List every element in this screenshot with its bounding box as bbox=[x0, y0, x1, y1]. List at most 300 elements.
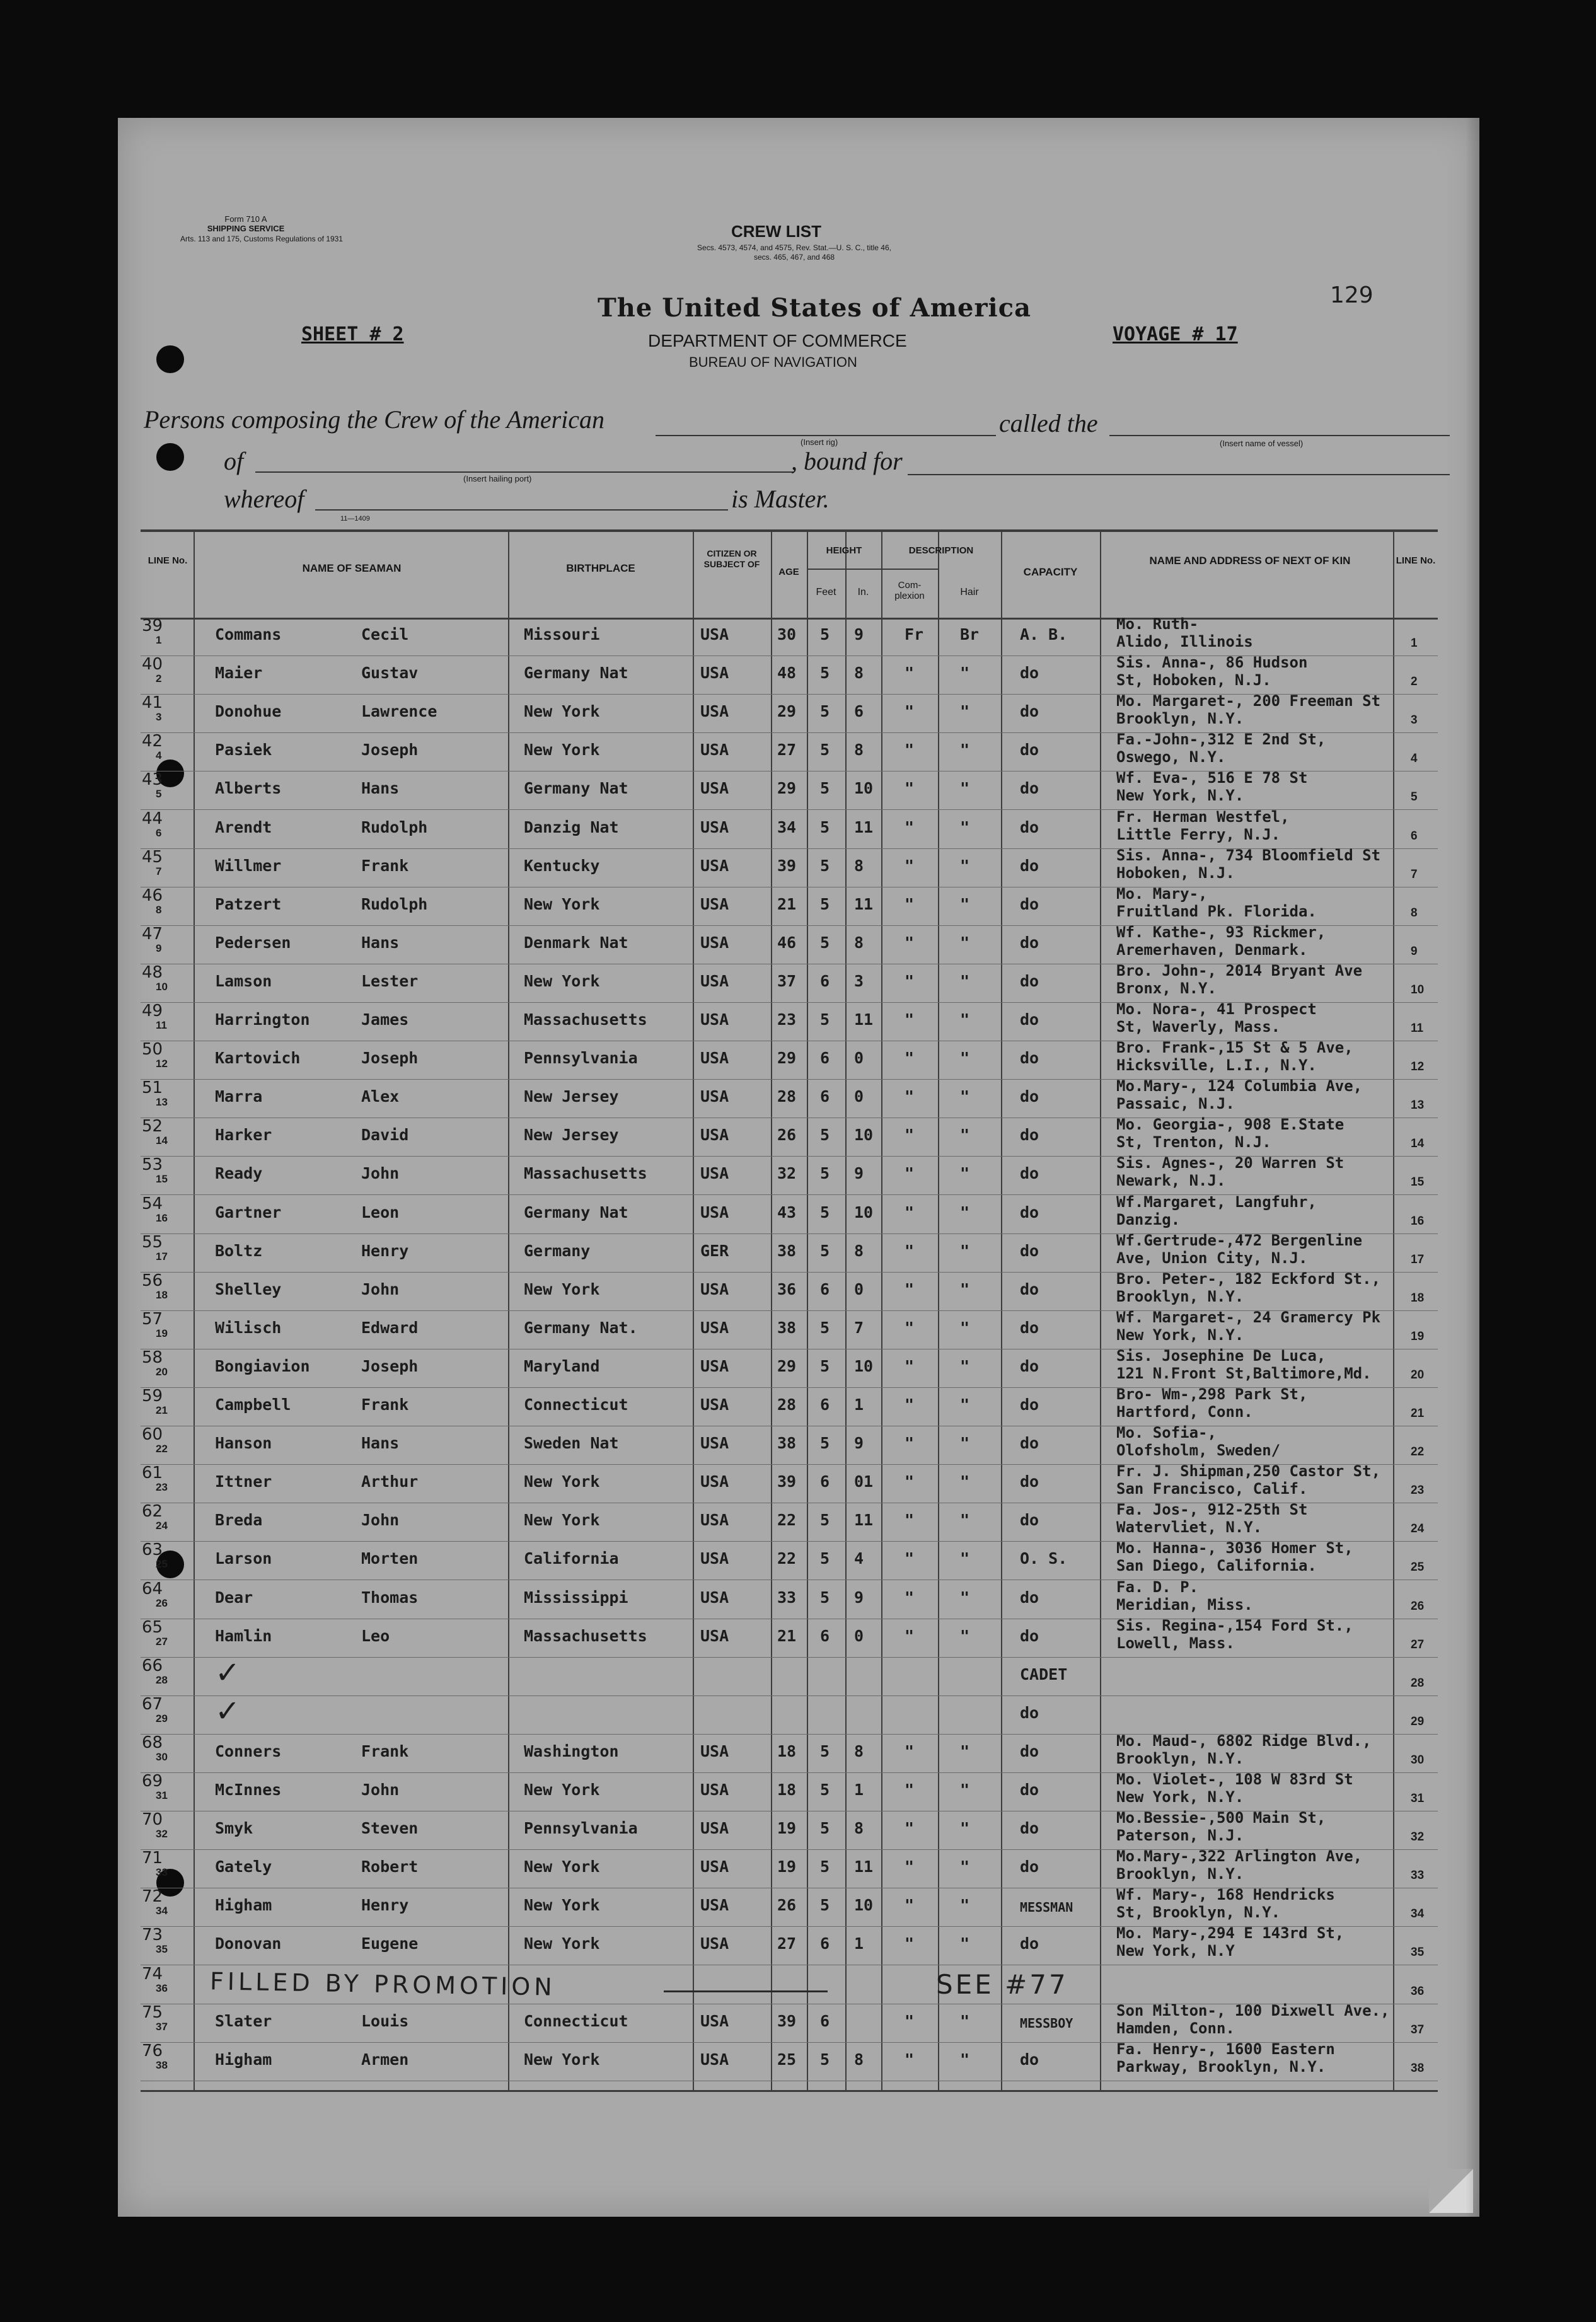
citizen-value: USA bbox=[700, 1318, 729, 1337]
seaman-last-name: Wilisch bbox=[215, 1318, 282, 1337]
seaman-first-name: Eugene bbox=[361, 1934, 419, 1953]
next-of-kin bbox=[1116, 1347, 1469, 1382]
crew-row bbox=[141, 1578, 1438, 1619]
row-line-number-right: 19 bbox=[1411, 1329, 1425, 1343]
seaman-last-name: Marra bbox=[215, 1087, 263, 1106]
capacity-value: do bbox=[1020, 1126, 1039, 1145]
row-line-number: 27 bbox=[156, 1635, 168, 1648]
birthplace-value: Germany Nat bbox=[524, 664, 628, 683]
page-number: 129 bbox=[1330, 282, 1373, 308]
seaman-first-name: Arthur bbox=[361, 1472, 419, 1491]
next-of-kin bbox=[1116, 1501, 1469, 1536]
next-of-kin bbox=[1116, 1886, 1469, 1921]
birthplace-value: Washington bbox=[524, 1741, 619, 1760]
kin-line-2: Fruitland Pk. Florida. bbox=[1116, 902, 1317, 920]
birthplace-value: New York bbox=[524, 741, 600, 760]
crew-row bbox=[141, 1655, 1438, 1696]
seaman-last-name: Willmer bbox=[215, 856, 282, 875]
age-value: 19 bbox=[777, 1857, 797, 1876]
citizen-value: USA bbox=[700, 2050, 729, 2069]
complexion-value: " bbox=[905, 1164, 915, 1183]
birthplace-value: Pennsylvania bbox=[524, 1049, 638, 1068]
hair-value: " bbox=[960, 1279, 970, 1298]
age-value: 28 bbox=[777, 1087, 797, 1106]
row-line-number-right: 17 bbox=[1411, 1252, 1425, 1266]
capacity-value: do bbox=[1020, 1819, 1039, 1838]
row-line-number-right: 1 bbox=[1411, 637, 1418, 650]
next-of-kin bbox=[1116, 1578, 1469, 1614]
kin-line-2: Brooklyn, N.Y. bbox=[1116, 710, 1244, 728]
citizen-value: USA bbox=[700, 1549, 729, 1568]
capacity-value: do bbox=[1020, 1588, 1039, 1607]
citizen-value: USA bbox=[700, 894, 729, 913]
seaman-first-name: Henry bbox=[361, 1896, 409, 1915]
col-complexion: Com-plexion bbox=[894, 580, 925, 601]
height-inches-value: 4 bbox=[854, 1549, 864, 1568]
handwritten-row-number: 48 bbox=[142, 962, 163, 982]
seaman-last-name: Shelley bbox=[215, 1279, 282, 1298]
row-line-number: 29 bbox=[156, 1712, 168, 1724]
height-inches-value: 9 bbox=[854, 625, 864, 644]
seaman-first-name: Joseph bbox=[361, 741, 419, 760]
row-line-number: 28 bbox=[156, 1673, 168, 1686]
hair-value: " bbox=[960, 856, 970, 875]
handwritten-row-number: 40 bbox=[142, 655, 163, 674]
height-inches-value: 1 bbox=[854, 1395, 864, 1414]
kin-line-2: New York, N.Y bbox=[1116, 1942, 1235, 1960]
kin-line-1: Wf. Kathe-, 93 Rickmer, bbox=[1116, 923, 1326, 941]
handwritten-row-number: 75 bbox=[142, 2002, 163, 2022]
row-line-number-right: 2 bbox=[1411, 675, 1418, 689]
seaman-last-name: Boltz bbox=[215, 1241, 263, 1260]
handwritten-row-number: 71 bbox=[142, 1849, 163, 1868]
capacity-value: do bbox=[1020, 1934, 1039, 1953]
citizen-value: USA bbox=[700, 1279, 729, 1298]
seaman-first-name: Thomas bbox=[361, 1588, 419, 1607]
birthplace-value: Danzig Nat bbox=[524, 817, 619, 836]
height-feet-value: 5 bbox=[820, 1126, 830, 1145]
row-line-number: 19 bbox=[156, 1327, 168, 1339]
col-citizen: CITIZEN OR SUBJECT OF bbox=[703, 548, 760, 569]
seaman-last-name: Hanson bbox=[215, 1434, 272, 1453]
next-of-kin bbox=[1116, 962, 1469, 997]
seaman-last-name: ✓ bbox=[215, 1655, 241, 1690]
hair-value: " bbox=[960, 2011, 970, 2030]
col-capacity: CAPACITY bbox=[1023, 566, 1078, 578]
height-feet-value: 5 bbox=[820, 741, 830, 760]
citizen-value: USA bbox=[700, 1819, 729, 1838]
kin-line-2: Hoboken, N.J. bbox=[1116, 864, 1235, 882]
height-inches-value: 0 bbox=[854, 1626, 864, 1645]
kin-line-2: Meridian, Miss. bbox=[1116, 1595, 1253, 1614]
height-feet-value: 5 bbox=[820, 1010, 830, 1029]
next-of-kin bbox=[1116, 2040, 1469, 2076]
crew-row bbox=[141, 1346, 1438, 1388]
of-label: of bbox=[224, 447, 244, 475]
hair-value: Br bbox=[960, 625, 980, 644]
complexion-value: " bbox=[905, 1741, 915, 1760]
citizen-value: USA bbox=[700, 1781, 729, 1799]
height-inches-value: 11 bbox=[854, 1511, 874, 1530]
next-of-kin bbox=[1116, 2002, 1469, 2037]
age-value: 36 bbox=[777, 1279, 797, 1298]
seaman-last-name: Donohue bbox=[215, 702, 282, 721]
next-of-kin bbox=[1116, 1539, 1469, 1574]
capacity-value: do bbox=[1020, 1010, 1039, 1029]
height-inches-value: 11 bbox=[854, 1010, 874, 1029]
seaman-last-name: Campbell bbox=[215, 1395, 291, 1414]
print-code: 11—1409 bbox=[340, 515, 370, 523]
kin-line-1: Fa. Henry-, 1600 Eastern bbox=[1116, 2040, 1335, 2058]
hair-value: " bbox=[960, 664, 970, 683]
crew-row bbox=[141, 1154, 1438, 1195]
next-of-kin bbox=[1116, 808, 1469, 843]
kin-line-1: Mo. Maud-, 6802 Ridge Blvd., bbox=[1116, 1731, 1372, 1750]
crew-row bbox=[141, 1888, 1438, 1927]
citizen-value: USA bbox=[700, 933, 729, 952]
age-value: 25 bbox=[777, 2050, 797, 2069]
seaman-last-name: Higham bbox=[215, 2050, 272, 2069]
row-line-number-right: 22 bbox=[1411, 1445, 1425, 1459]
birthplace-value: Connecticut bbox=[524, 1395, 628, 1414]
customs-regulations: Arts. 113 and 175, Customs Regulations of 1931 bbox=[180, 234, 343, 243]
height-feet-value: 5 bbox=[820, 1896, 830, 1915]
birthplace-value: Germany Nat bbox=[524, 1203, 628, 1222]
subheader-divider bbox=[807, 569, 938, 570]
height-inches-value: 01 bbox=[854, 1472, 874, 1491]
age-value: 33 bbox=[777, 1588, 797, 1607]
age-value: 34 bbox=[777, 817, 797, 836]
kin-line-1: Mo. Sofia-, bbox=[1116, 1424, 1217, 1442]
col-inches: In. bbox=[857, 587, 869, 598]
birthplace-value: New York bbox=[524, 702, 600, 721]
complexion-value: " bbox=[905, 856, 915, 875]
birthplace-value: New York bbox=[524, 1857, 600, 1876]
birthplace-value: New Jersey bbox=[524, 1087, 619, 1106]
capacity-value: MESSBOY bbox=[1020, 2015, 1073, 2031]
kin-line-2: Little Ferry, N.J. bbox=[1116, 825, 1281, 843]
kin-line-2: St, Trenton, N.J. bbox=[1116, 1133, 1271, 1152]
punch-hole bbox=[156, 345, 184, 373]
crew-row bbox=[141, 1000, 1438, 1041]
capacity-value: O. S. bbox=[1020, 1549, 1068, 1568]
handwritten-row-number: 70 bbox=[142, 1810, 163, 1830]
kin-line-2: Brooklyn, N.Y. bbox=[1116, 1749, 1244, 1767]
seaman-first-name: John bbox=[361, 1781, 400, 1799]
kin-line-2: Brooklyn, N.Y. bbox=[1116, 1287, 1244, 1305]
next-of-kin bbox=[1116, 769, 1469, 804]
hair-value: " bbox=[960, 1318, 970, 1337]
capacity-value: do bbox=[1020, 1318, 1039, 1337]
kin-line-1: Mo.Mary-,322 Arlington Ave, bbox=[1116, 1847, 1363, 1866]
handwritten-row-number: 47 bbox=[142, 924, 163, 944]
table-top-border bbox=[141, 529, 1438, 532]
crew-row bbox=[141, 807, 1438, 849]
birthplace-value: Mississippi bbox=[524, 1588, 628, 1607]
kin-line-2: Passaic, N.J. bbox=[1116, 1095, 1235, 1113]
age-value: 39 bbox=[777, 2011, 797, 2030]
seaman-last-name: Harker bbox=[215, 1126, 272, 1145]
country-title: The United States of America bbox=[598, 293, 1032, 323]
height-feet-value: 5 bbox=[820, 702, 830, 721]
height-feet-value: 6 bbox=[820, 1049, 830, 1068]
seaman-first-name: Alex bbox=[361, 1087, 400, 1106]
capacity-value: do bbox=[1020, 1434, 1039, 1453]
capacity-value: do bbox=[1020, 933, 1039, 952]
handwritten-row-number: 39 bbox=[142, 616, 163, 635]
seaman-last-name: Arendt bbox=[215, 817, 272, 836]
height-feet-value: 5 bbox=[820, 1781, 830, 1799]
complexion-value: " bbox=[905, 664, 915, 683]
handwritten-row-number: 57 bbox=[142, 1309, 163, 1329]
citizen-value: USA bbox=[700, 1087, 729, 1106]
kin-line-2: Brooklyn, N.Y. bbox=[1116, 1865, 1244, 1883]
filled-by-promotion-note: FILLED BY PROMOTION bbox=[209, 1967, 557, 2001]
hair-value: " bbox=[960, 779, 970, 798]
seaman-last-name: Ready bbox=[215, 1164, 263, 1183]
row-line-number: 8 bbox=[156, 903, 162, 916]
height-feet-value: 5 bbox=[820, 1318, 830, 1337]
row-line-number-right: 25 bbox=[1411, 1561, 1425, 1574]
next-of-kin bbox=[1116, 1308, 1469, 1344]
row-line-number-right: 16 bbox=[1411, 1214, 1425, 1228]
citizen-value: USA bbox=[700, 1049, 729, 1068]
row-line-number: 3 bbox=[156, 711, 162, 724]
col-hair: Hair bbox=[960, 587, 979, 598]
height-inches-value: 8 bbox=[854, 856, 864, 875]
crew-row bbox=[141, 1426, 1438, 1465]
capacity-value: do bbox=[1020, 1087, 1039, 1106]
birthplace-value: Massachusetts bbox=[524, 1164, 647, 1183]
col-next-of-kin: NAME AND ADDRESS OF NEXT OF KIN bbox=[1149, 555, 1351, 567]
birthplace-value: Massachusetts bbox=[524, 1626, 647, 1645]
kin-line-1: Sis. Regina-,154 Ford St., bbox=[1116, 1616, 1353, 1634]
complexion-value: " bbox=[905, 1588, 915, 1607]
citizen-value: USA bbox=[700, 741, 729, 760]
master-name-field bbox=[315, 509, 728, 511]
height-inches-value: 10 bbox=[854, 1896, 874, 1915]
row-line-number-right: 11 bbox=[1411, 1022, 1424, 1035]
row-line-number: 4 bbox=[156, 749, 162, 762]
handwritten-row-number: 43 bbox=[142, 770, 163, 790]
kin-line-2: Hamden, Conn. bbox=[1116, 2019, 1235, 2037]
complexion-value: " bbox=[905, 1318, 915, 1337]
hair-value: " bbox=[960, 1472, 970, 1491]
row-line-number-right: 23 bbox=[1411, 1484, 1425, 1498]
age-value: 43 bbox=[777, 1203, 797, 1222]
next-of-kin bbox=[1116, 1000, 1469, 1036]
kin-line-2: San Francisco, Calif. bbox=[1116, 1480, 1308, 1498]
kin-line-1: Mo. Margaret-, 200 Freeman St bbox=[1116, 692, 1381, 710]
whereof-label: whereof bbox=[224, 485, 304, 513]
birthplace-value: New York bbox=[524, 1781, 600, 1799]
row-line-number-right: 14 bbox=[1411, 1137, 1425, 1151]
citizen-value: USA bbox=[700, 817, 729, 836]
kin-line-1: Mo. Nora-, 41 Prospect bbox=[1116, 1000, 1317, 1018]
crew-row bbox=[141, 1770, 1438, 1811]
seaman-first-name: Lawrence bbox=[361, 702, 437, 721]
citizen-value: USA bbox=[700, 1626, 729, 1645]
kin-line-1: Mo. Georgia-, 908 E.State bbox=[1116, 1116, 1344, 1134]
capacity-value: do bbox=[1020, 894, 1039, 913]
handwritten-row-number: 46 bbox=[142, 886, 163, 905]
age-value: 27 bbox=[777, 1934, 797, 1953]
kin-line-2: Parkway, Brooklyn, N.Y. bbox=[1116, 2057, 1326, 2076]
capacity-value: do bbox=[1020, 1857, 1039, 1876]
row-line-number-right: 3 bbox=[1411, 713, 1418, 727]
seaman-first-name: Rudolph bbox=[361, 894, 428, 913]
crew-row bbox=[141, 1385, 1438, 1426]
row-line-number-right: 28 bbox=[1411, 1676, 1425, 1690]
col-name: NAME OF SEAMAN bbox=[302, 562, 402, 574]
crew-row bbox=[141, 1693, 1438, 1735]
hair-value: " bbox=[960, 1626, 970, 1645]
kin-line-2: San Diego, California. bbox=[1116, 1557, 1317, 1575]
handwritten-row-number: 69 bbox=[142, 1772, 163, 1791]
next-of-kin bbox=[1116, 1424, 1469, 1459]
next-of-kin bbox=[1116, 1039, 1469, 1074]
birthplace-value: New York bbox=[524, 1472, 600, 1491]
seaman-first-name: Frank bbox=[361, 1741, 409, 1760]
citizen-value: USA bbox=[700, 1395, 729, 1414]
row-line-number-right: 29 bbox=[1411, 1714, 1425, 1728]
kin-line-1: Bro. Peter-, 182 Eckford St., bbox=[1116, 1269, 1381, 1288]
kin-line-2: Hicksville, L.I., N.Y. bbox=[1116, 1056, 1317, 1075]
row-line-number: 11 bbox=[156, 1019, 167, 1031]
row-line-number-right: 34 bbox=[1411, 1907, 1425, 1921]
crew-row bbox=[141, 1231, 1438, 1273]
hair-value: " bbox=[960, 1203, 970, 1222]
row-line-number-right: 35 bbox=[1411, 1946, 1425, 1960]
citizen-value: USA bbox=[700, 1741, 729, 1760]
height-feet-value: 5 bbox=[820, 1549, 830, 1568]
insert-rig-hint: (Insert rig) bbox=[801, 437, 838, 447]
birthplace-value: Denmark Nat bbox=[524, 933, 628, 952]
crew-row bbox=[141, 2001, 1438, 2043]
punch-hole bbox=[156, 443, 184, 471]
height-inches-value: 7 bbox=[854, 1318, 864, 1337]
handwritten-row-number: 41 bbox=[142, 693, 163, 713]
birthplace-value: Missouri bbox=[524, 625, 600, 644]
kin-line-2: New York, N.Y. bbox=[1116, 1788, 1244, 1806]
row-line-number: 13 bbox=[156, 1096, 168, 1109]
seaman-last-name: Harrington bbox=[215, 1010, 310, 1029]
complexion-value: " bbox=[905, 1126, 915, 1145]
capacity-value: do bbox=[1020, 2050, 1039, 2069]
age-value: 46 bbox=[777, 933, 797, 952]
crew-row bbox=[141, 2040, 1438, 2081]
age-value: 22 bbox=[777, 1549, 797, 1568]
age-value: 21 bbox=[777, 1626, 797, 1645]
capacity-value: do bbox=[1020, 856, 1039, 875]
complexion-value: " bbox=[905, 817, 915, 836]
seaman-last-name: Donovan bbox=[215, 1934, 282, 1953]
seaman-first-name: Lester bbox=[361, 971, 419, 990]
hailing-port-field bbox=[255, 471, 794, 473]
citizen-value: USA bbox=[700, 1126, 729, 1145]
citizen-value: USA bbox=[700, 1356, 729, 1375]
age-value: 18 bbox=[777, 1781, 797, 1799]
birthplace-value: Germany bbox=[524, 1241, 591, 1260]
birthplace-value: Kentucky bbox=[524, 856, 600, 875]
rig-field bbox=[656, 435, 996, 436]
handwritten-row-number: 76 bbox=[142, 2041, 163, 2060]
seaman-first-name: Cecil bbox=[361, 625, 409, 644]
crew-row bbox=[141, 1308, 1438, 1349]
kin-line-2: Newark, N.J. bbox=[1116, 1172, 1226, 1190]
row-line-number-right: 9 bbox=[1411, 944, 1418, 958]
row-line-number: 21 bbox=[156, 1404, 168, 1416]
next-of-kin bbox=[1116, 846, 1469, 882]
height-inches-value: 1 bbox=[854, 1934, 864, 1953]
capacity-value: do bbox=[1020, 702, 1039, 721]
hair-value: " bbox=[960, 1819, 970, 1838]
height-feet-value: 5 bbox=[820, 1511, 830, 1530]
seaman-first-name: Armen bbox=[361, 2050, 409, 2069]
age-value: 38 bbox=[777, 1434, 797, 1453]
seaman-first-name: Frank bbox=[361, 1395, 409, 1414]
next-of-kin bbox=[1116, 1462, 1469, 1498]
height-feet-value: 5 bbox=[820, 1819, 830, 1838]
crew-list-title: CREW LIST bbox=[731, 222, 821, 241]
height-feet-value: 6 bbox=[820, 1626, 830, 1645]
row-line-number: 2 bbox=[156, 673, 162, 685]
kin-line-2: Ave, Union City, N.J. bbox=[1116, 1249, 1308, 1267]
complexion-value: " bbox=[905, 894, 915, 913]
handwritten-row-number: 65 bbox=[142, 1617, 163, 1637]
seaman-last-name: ✓ bbox=[215, 1693, 241, 1729]
complexion-value: " bbox=[905, 1203, 915, 1222]
row-line-number: 17 bbox=[156, 1250, 168, 1262]
height-inches-value: 10 bbox=[854, 1126, 874, 1145]
seaman-first-name: John bbox=[361, 1164, 400, 1183]
complexion-value: " bbox=[905, 1626, 915, 1645]
row-line-number-right: 26 bbox=[1411, 1599, 1425, 1613]
row-line-number: 10 bbox=[156, 980, 168, 993]
height-feet-value: 5 bbox=[820, 779, 830, 798]
row-line-number: 36 bbox=[156, 1982, 168, 1994]
hair-value: " bbox=[960, 1741, 970, 1760]
row-line-number-right: 24 bbox=[1411, 1522, 1425, 1536]
age-value: 38 bbox=[777, 1241, 797, 1260]
seaman-first-name: Joseph bbox=[361, 1356, 419, 1375]
col-height: HEIGHT bbox=[826, 545, 862, 556]
height-inches-value: 11 bbox=[854, 817, 874, 836]
kin-line-2: Hartford, Conn. bbox=[1116, 1403, 1253, 1421]
seaman-first-name: Joseph bbox=[361, 1049, 419, 1068]
kin-line-1: Mo. Mary-, bbox=[1116, 884, 1208, 903]
crew-row bbox=[141, 1193, 1438, 1234]
age-value: 37 bbox=[777, 971, 797, 990]
next-of-kin bbox=[1116, 692, 1469, 727]
row-line-number-right: 32 bbox=[1411, 1830, 1425, 1844]
crew-row bbox=[141, 1269, 1438, 1311]
hair-value: " bbox=[960, 1126, 970, 1145]
age-value: 29 bbox=[777, 779, 797, 798]
complexion-value: " bbox=[905, 2011, 915, 2030]
crew-row bbox=[141, 1077, 1438, 1118]
age-value: 28 bbox=[777, 1395, 797, 1414]
complexion-value: " bbox=[905, 1511, 915, 1530]
birthplace-value: Germany Nat bbox=[524, 779, 628, 798]
complexion-value: " bbox=[905, 1241, 915, 1260]
handwritten-row-number: 74 bbox=[142, 1964, 163, 1984]
complexion-value: " bbox=[905, 1857, 915, 1876]
complexion-value: " bbox=[905, 1549, 915, 1568]
row-line-number: 14 bbox=[156, 1135, 168, 1147]
capacity-value: do bbox=[1020, 1203, 1039, 1222]
kin-line-1: Bro- Wm-,298 Park St, bbox=[1116, 1385, 1308, 1403]
